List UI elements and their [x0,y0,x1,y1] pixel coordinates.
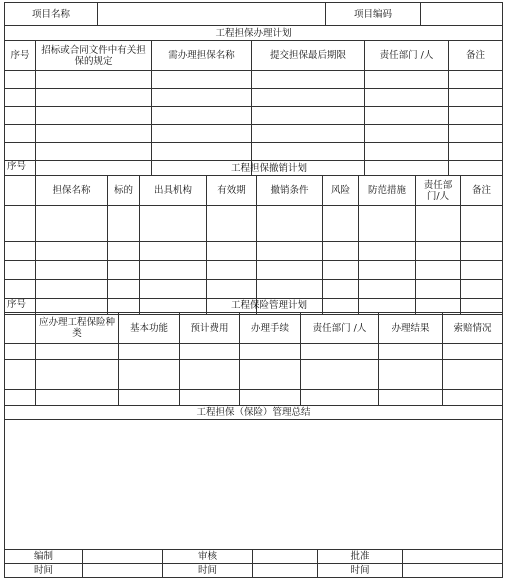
table-cell[interactable] [252,107,365,125]
review-value[interactable] [253,550,318,564]
table-cell[interactable] [108,206,140,242]
table-cell[interactable] [252,143,365,161]
table-cell[interactable] [119,360,180,390]
review-time-value[interactable] [253,564,318,578]
compile-time-value[interactable] [83,564,163,578]
table-cell[interactable] [257,280,323,299]
summary-table [4,405,503,550]
col-seq-empty [5,176,36,206]
table-row [5,242,503,261]
table-cell[interactable] [461,242,503,261]
table-cell[interactable] [5,125,36,143]
table-cell[interactable] [257,261,323,280]
table-cell[interactable] [416,206,461,242]
approve-label: 批准 [318,550,403,564]
table-cell[interactable] [5,390,36,406]
col-guarantee-name: 担保名称 [36,176,108,206]
table-row [5,280,503,299]
table-cell[interactable] [461,280,503,299]
table-row [5,125,503,143]
table-cell[interactable] [240,390,301,406]
table-row [5,360,503,390]
table-cell[interactable] [5,360,36,390]
table-cell[interactable] [449,125,503,143]
table-cell[interactable] [365,107,449,125]
approve-time-label: 时间 [318,564,403,578]
table-cell[interactable] [323,261,359,280]
table-cell[interactable] [379,390,443,406]
table-cell[interactable] [365,143,449,161]
table-row [5,71,503,89]
table-cell[interactable] [36,89,152,107]
table-cell[interactable] [108,261,140,280]
col-basic-function: 基本功能 [119,313,180,344]
guarantee-insurance-form [4,2,502,578]
table-cell[interactable] [416,280,461,299]
approve-time-value[interactable] [403,564,503,578]
signoff-footer [4,549,503,578]
table-cell[interactable] [416,242,461,261]
project-name-label: 项目名称 [5,3,98,26]
col-validity: 有效期 [207,176,257,206]
table-cell[interactable] [119,344,180,360]
col-bid-contract-rule: 招标或合同文件中有关担保的规定 [36,41,152,71]
review-time-label: 时间 [163,564,253,578]
table-cell[interactable] [365,71,449,89]
table-cell[interactable] [36,360,119,390]
table-cell[interactable] [5,261,36,280]
table-cell[interactable] [5,242,36,261]
table-cell[interactable] [36,280,108,299]
col-claims: 索赔情况 [443,313,503,344]
col-responsible: 责任部门 /人 [301,313,379,344]
table-cell[interactable] [461,206,503,242]
table-cell[interactable] [207,206,257,242]
summary-title: 工程担保（保险）管理总结 [5,406,503,420]
col-precaution: 防范措施 [359,176,416,206]
table-cell[interactable] [301,360,379,390]
table-cell[interactable] [5,107,36,125]
compile-time-label: 时间 [5,564,83,578]
table-cell[interactable] [36,143,152,161]
col-seq-empty [5,313,36,344]
table-cell[interactable] [461,261,503,280]
table-cell[interactable] [443,360,503,390]
table-row [5,107,503,125]
table-cell[interactable] [36,206,108,242]
col-estimated-cost: 预计费用 [180,313,240,344]
table-cell[interactable] [152,125,252,143]
table-cell[interactable] [140,261,207,280]
table-cell[interactable] [36,390,119,406]
table-cell[interactable] [152,89,252,107]
table-cell[interactable] [359,206,416,242]
col-guarantee-name: 需办理担保名称 [152,41,252,71]
table-cell[interactable] [108,280,140,299]
col-remarks: 备注 [461,176,503,206]
table-cell[interactable] [449,71,503,89]
approve-value[interactable] [403,550,503,564]
summary-content[interactable] [5,420,503,550]
compile-value[interactable] [83,550,163,564]
table-cell[interactable] [443,390,503,406]
table-cell[interactable] [5,143,36,161]
cancel-plan-table [4,160,503,315]
col-seq: 序号 [5,41,36,71]
compile-label: 编制 [5,550,83,564]
table-cell[interactable] [301,344,379,360]
cancel-plan-title: 工程担保撤销计划 [36,161,503,176]
table-row [5,344,503,360]
guarantee-plan-table [4,25,503,176]
col-subject: 标的 [108,176,140,206]
table-cell[interactable] [252,125,365,143]
insurance-plan-table [4,298,503,406]
table-cell[interactable] [240,360,301,390]
table-cell[interactable] [323,206,359,242]
table-cell[interactable] [207,280,257,299]
table-row [5,143,503,161]
table-cell[interactable] [257,206,323,242]
table-cell[interactable] [359,242,416,261]
table-cell[interactable] [152,143,252,161]
project-name-value[interactable] [98,3,326,26]
table-row [5,261,503,280]
table-cell[interactable] [119,390,180,406]
table-cell[interactable] [180,360,240,390]
table-cell[interactable] [180,390,240,406]
table-cell[interactable] [207,242,257,261]
table-cell[interactable] [449,89,503,107]
col-insurance-type: 应办理工程保险种类 [36,313,119,344]
table-cell[interactable] [152,71,252,89]
insurance-plan-title: 工程保险管理计划 [36,299,503,313]
guarantee-plan-title: 工程担保办理计划 [5,26,503,41]
table-cell[interactable] [359,261,416,280]
table-cell[interactable] [5,206,36,242]
table-row [5,390,503,406]
table-cell[interactable] [108,242,140,261]
table-row [5,89,503,107]
table-cell[interactable] [140,242,207,261]
table-cell[interactable] [379,344,443,360]
table-cell[interactable] [140,206,207,242]
col-cancel-condition: 撤销条件 [257,176,323,206]
table-cell[interactable] [152,107,252,125]
col-result: 办理结果 [379,313,443,344]
table-cell[interactable] [36,125,152,143]
col-remarks: 备注 [449,41,503,71]
table-cell[interactable] [365,89,449,107]
project-header [4,2,503,26]
col-deadline: 提交担保最后期限 [252,41,365,71]
table-cell[interactable] [36,107,152,125]
table-row [5,206,503,242]
table-cell[interactable] [257,242,323,261]
table-cell[interactable] [252,71,365,89]
project-code-label: 项目编码 [326,3,421,26]
col-responsible: 责任部门 /人 [365,41,449,71]
table-cell[interactable] [5,344,36,360]
table-cell[interactable] [323,242,359,261]
table-cell[interactable] [140,280,207,299]
table-cell[interactable] [5,89,36,107]
table-cell[interactable] [301,390,379,406]
table-cell[interactable] [36,242,108,261]
col-risk: 风险 [323,176,359,206]
table-cell[interactable] [252,89,365,107]
col-issuer: 出具机构 [140,176,207,206]
table-cell[interactable] [365,125,449,143]
table-cell[interactable] [36,71,152,89]
table-cell[interactable] [207,261,257,280]
table-cell[interactable] [449,107,503,125]
insurance-plan-seq-label: 序号 [5,299,36,313]
table-cell[interactable] [379,360,443,390]
review-label: 审核 [163,550,253,564]
table-cell[interactable] [323,280,359,299]
table-cell[interactable] [180,344,240,360]
table-cell[interactable] [359,280,416,299]
cancel-plan-seq-label: 序号 [5,161,36,176]
col-responsible: 责任部门/人 [416,176,461,206]
table-cell[interactable] [36,261,108,280]
table-cell[interactable] [36,344,119,360]
col-procedure: 办理手续 [240,313,301,344]
project-code-value[interactable] [421,3,503,26]
table-cell[interactable] [5,71,36,89]
table-cell[interactable] [240,344,301,360]
table-cell[interactable] [443,344,503,360]
table-cell[interactable] [449,143,503,161]
table-cell[interactable] [416,261,461,280]
table-cell[interactable] [5,280,36,299]
